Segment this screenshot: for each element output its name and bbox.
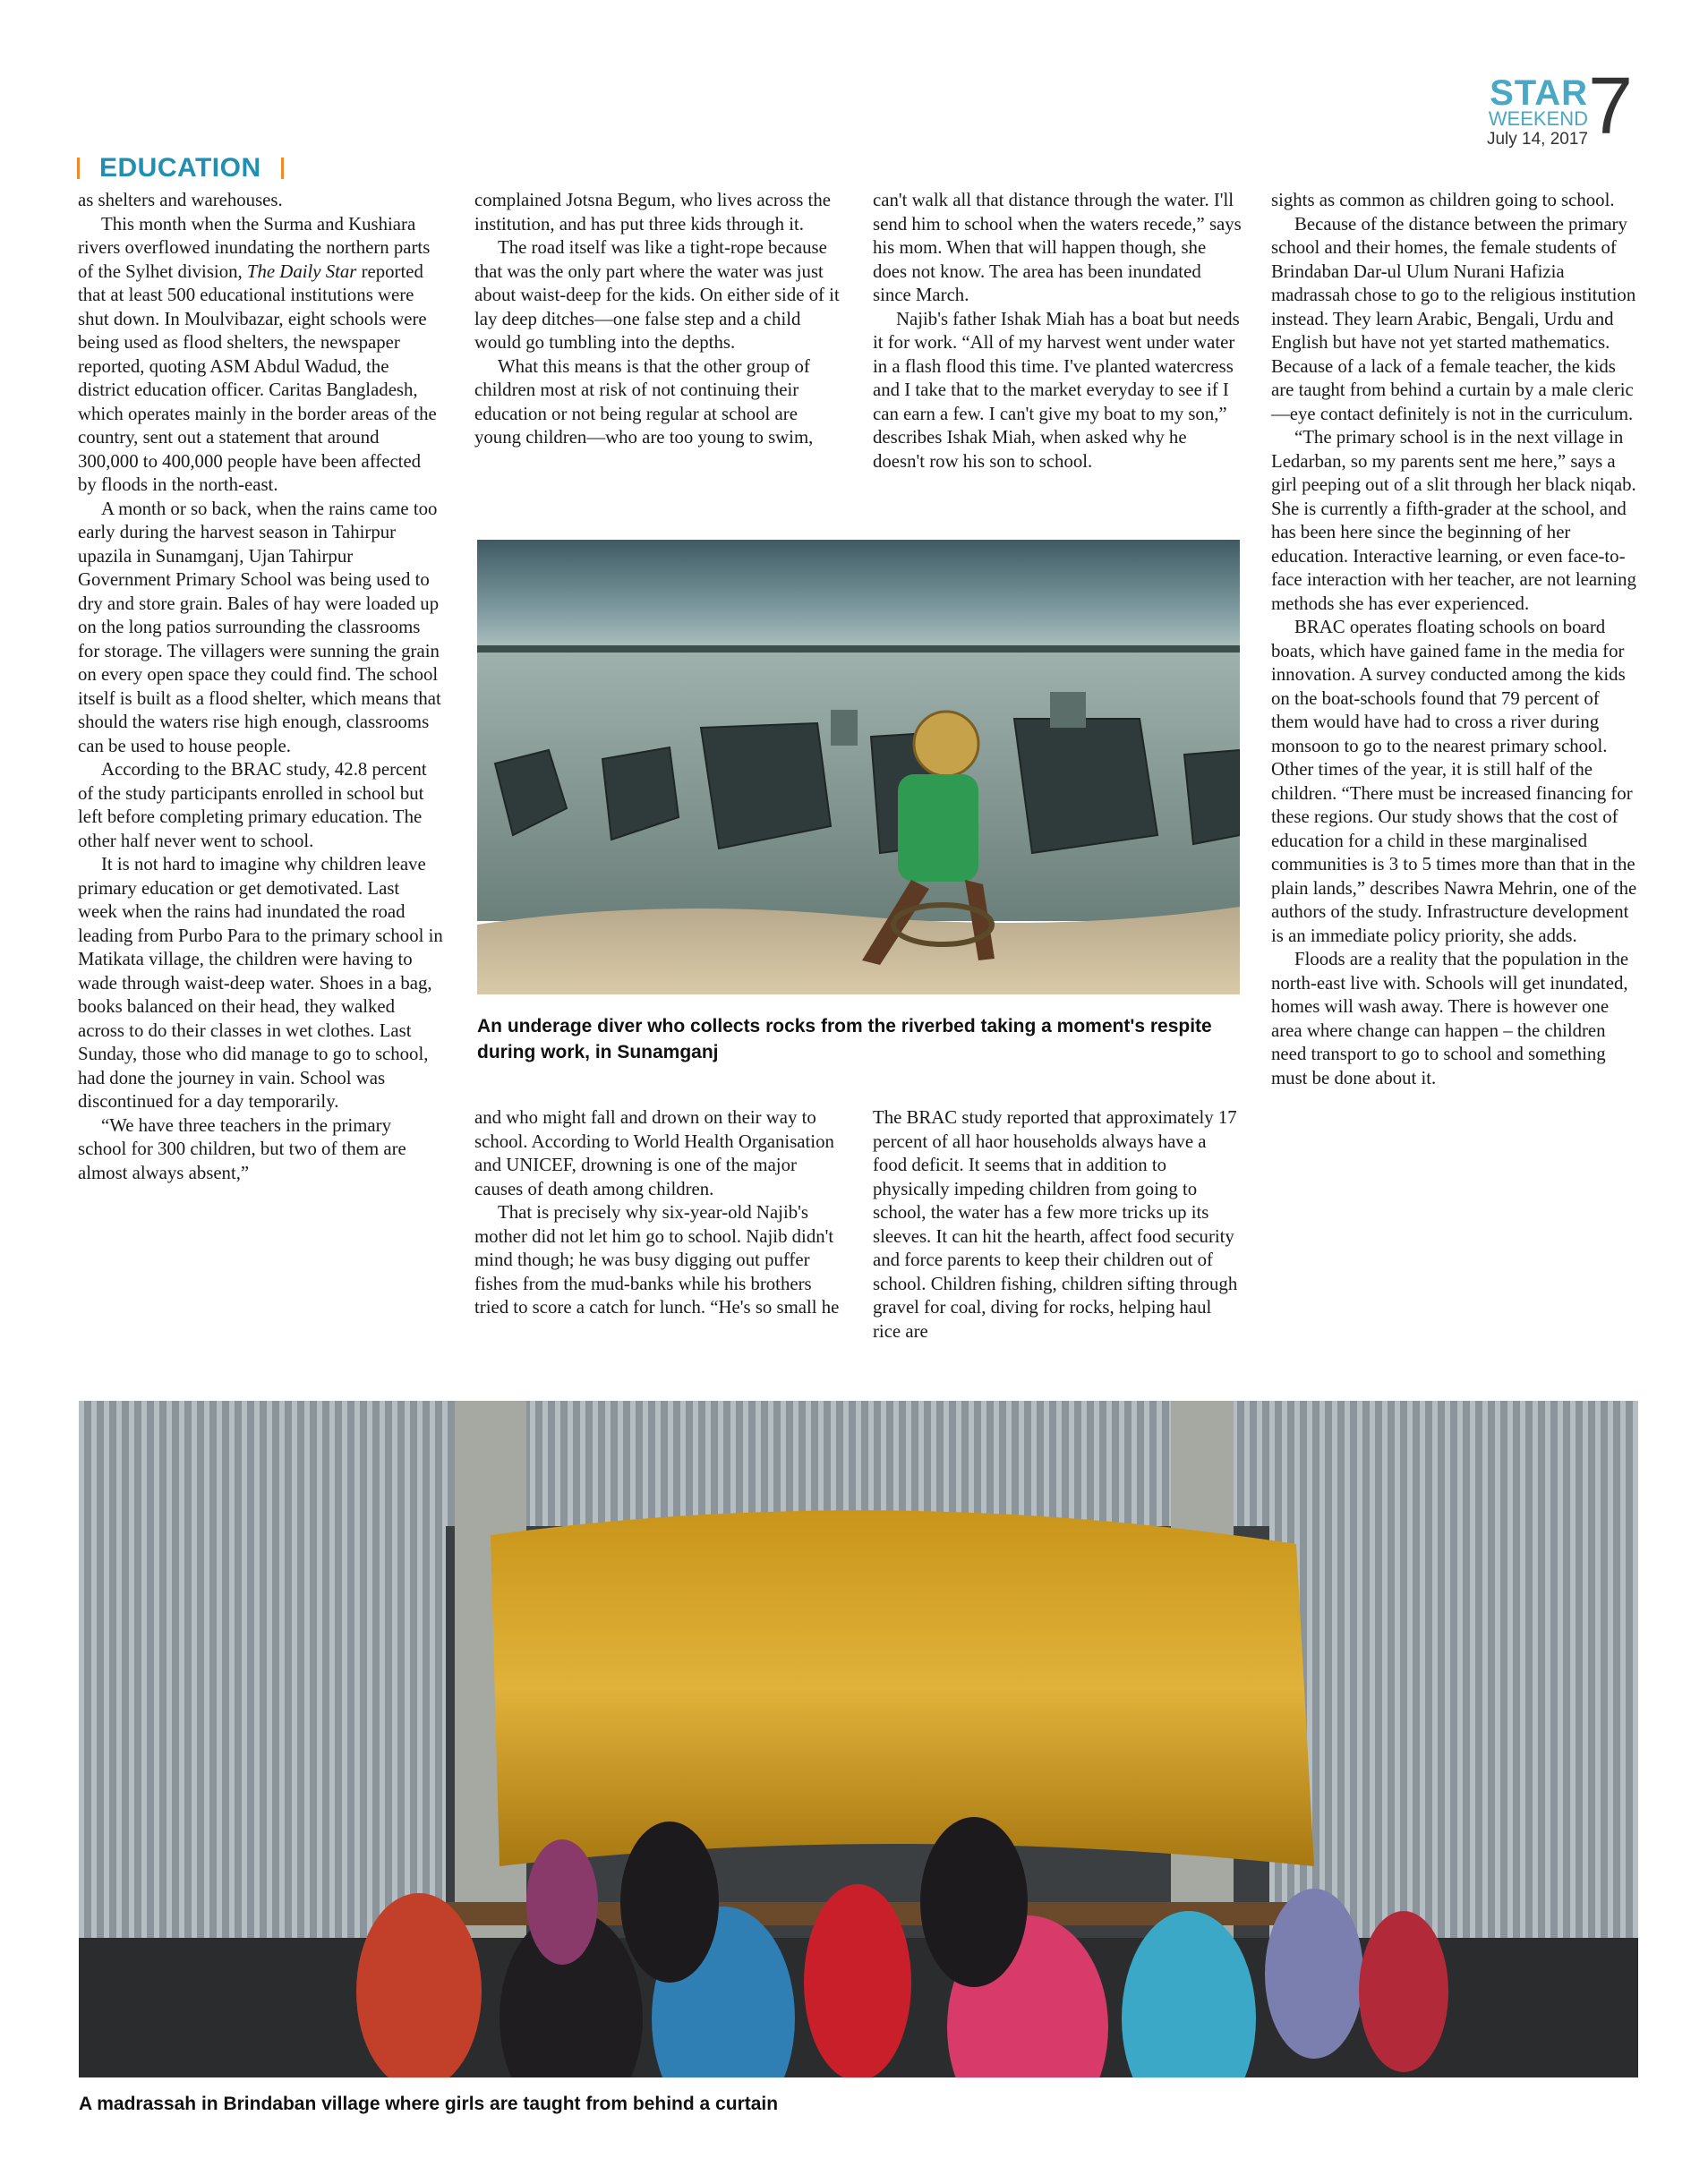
section-bar-right: [281, 158, 284, 179]
page-number: 7: [1587, 62, 1633, 151]
article-column-2-bottom: [474, 1106, 843, 1320]
masthead-sub: WEEKEND: [1488, 107, 1588, 130]
paragraph: This month when the Surma and Kushiara rivers overflowed inundating the northern parts of the Sylhet division, The Daily Star reported that at least 500 educational institutions were shut down. In Moulvibazar, eight schools were being used as flood shelters, the newspaper reported, quoting ASM Abdul Wadud, the district education officer. Caritas Bangladesh, which operates mainly in the border areas of the country, sent out a statement that around 300,000 to 400,000 people have been affected by floods in the north-east.: [78, 213, 437, 495]
article-column-1: [78, 189, 443, 1185]
paragraph: That is precisely why six-year-old Najib's mother did not let him go to school. Najib didn't mind though; he was busy digging out puffer fishes from the mud-banks while his brothers tried to score a catch for lunch. “He's so small he: [474, 1202, 840, 1318]
article-column-2-top: [474, 189, 843, 450]
paragraph: The road itself was like a tight-rope because that was the only part where the water was just about waist-deep for the kids. On either side of it lay deep ditches—one false step and a child would go tumbling into the depths.: [474, 237, 840, 353]
paragraph: sights as common as children going to school.: [1271, 190, 1615, 210]
paragraph: Because of the distance between the primary school and their homes, the female students of Brindaban Dar-ul Ulum Nurani Hafizia madrassah chose to go to the religious institution instead. They learn Arabic, Bengali, Urdu and English but have not yet started mathematics. Because of a lack of a female teacher, the kids are taught from behind a curtain by a male cleric—eye contact definitely is not in the curriculum.: [1271, 213, 1636, 424]
paragraph: According to the BRAC study, 42.8 percent of the study participants enrolled in school but left before completing primary education. The other half never went to school.: [78, 759, 427, 851]
masthead-brand: STAR: [1490, 73, 1588, 113]
paragraph: “The primary school is in the next village in Ledarban, so my parents sent me here,” says a girl peeping out of a slit through her black niqab. She is currently a fifth-grader at the school, and has been here since the beginning of her education. Interactive learning, or even face-to-face interaction with her teacher, are not learning methods she has ever experienced.: [1271, 427, 1636, 614]
section-bar-left: [77, 158, 80, 179]
madrassah-photo: [79, 1401, 1638, 2077]
paragraph: A month or so back, when the rains came too early during the harvest season in Tahirpur upazila in Sunamganj, Ujan Tahirpur Government Primary School was being used to dry and store grain. Bales of hay were loaded up on the long patios surrounding the classrooms for storage. The villagers were sunning the grain on every open space they could find. The school itself is built as a flood shelter, which means that should the waters rise high enough, classrooms can be used to house people.: [78, 498, 441, 756]
paragraph: BRAC operates floating schools on board boats, which have gained fame in the media for innovation. A survey conducted among the kids on the boat-schools found that 79 percent of them would have had to cross a river during monsoon to go to the nearest primary school. Other times of the year, it is still half of the children. “There must be increased financing for these regions. Our study shows that the cost of education for a child in these marginalised communities is 3 to 5 times more than that in the plain lands,” describes Nawra Mehrin, one of the authors of the study. Infrastructure development is an immediate policy priority, she adds.: [1271, 617, 1637, 946]
paragraph: as shelters and warehouses.: [78, 190, 283, 210]
boat-photo-illustration: [477, 540, 1240, 994]
boat-photo: [477, 540, 1240, 994]
section-tag: [77, 150, 284, 186]
paragraph: Najib's father Ishak Miah has a boat but needs it for work. “All of my harvest went under water in a flash flood this time. I've planted watercress and I take that to the market everyday to see if I can earn a few. I can't give my boat to my son,” describes Ishak Miah, when asked why he doesn't row his son to school.: [873, 308, 1240, 472]
section-label: EDUCATION: [99, 153, 261, 183]
article-column-3-top: [873, 189, 1242, 473]
paragraph: Floods are a reality that the population in the north-east live with. Schools will get inundated, homes will wash away. There is however one area where change can happen – the children need transport to go to school and something must be done about it.: [1271, 949, 1629, 1088]
issue-date: July 14, 2017: [1486, 130, 1588, 149]
paragraph: What this means is that the other group of children most at risk of not continuing their education or not being regular at school are young children—who are too young to swim,: [474, 355, 814, 448]
paragraph: It is not hard to imagine why children leave primary education or get demotivated. Last week when the rains had inundated the road leading from Purbo Para to the primary school in Matikata village, the children were having to wade through waist-deep water. Shoes in a bag, books balanced on their head, they walked across to do their classes in wet clothes. Last Sunday, those who did manage to go to school, had done the journey in vain. School was discontinued for a day temporarily.: [78, 854, 443, 1112]
publication-name: The Daily Star: [246, 260, 357, 282]
masthead: [1436, 62, 1633, 154]
madrassah-photo-caption: A madrassah in Brindaban village where girls are taught from behind a curtain: [79, 2094, 779, 2114]
paragraph: complained Jotsna Begum, who lives across the institution, and has put three kids through it.: [474, 190, 831, 235]
article-column-4: [1271, 189, 1638, 1090]
boat-photo-caption: An underage diver who collects rocks from the riverbed taking a moment's respite during work, in Sunamganj: [477, 1016, 1212, 1062]
paragraph: and who might fall and drown on their way to school. According to World Health Organisation and UNICEF, drowning is one of the major causes of death among children.: [474, 1107, 834, 1199]
paragraph: “We have three teachers in the primary school for 300 children, but two of them are almost always absent,”: [78, 1114, 406, 1183]
article-column-3-bottom: [873, 1106, 1242, 1344]
madrassah-photo-illustration: [79, 1401, 1638, 2077]
paragraph: The BRAC study reported that approximately 17 percent of all haor households always have a food deficit. It seems that in addition to physically impeding children from going to school, the water has a few more tricks up its sleeves. It can hit the hearth, affect food security and force parents to keep their children out of school. Children fishing, children sifting through gravel for coal, diving for rocks, helping haul rice are: [873, 1107, 1238, 1342]
paragraph: can't walk all that distance through the water. I'll send him to school when the waters recede,” says his mom. When that will happen though, she does not know. The area has been inundated since March.: [873, 190, 1242, 305]
